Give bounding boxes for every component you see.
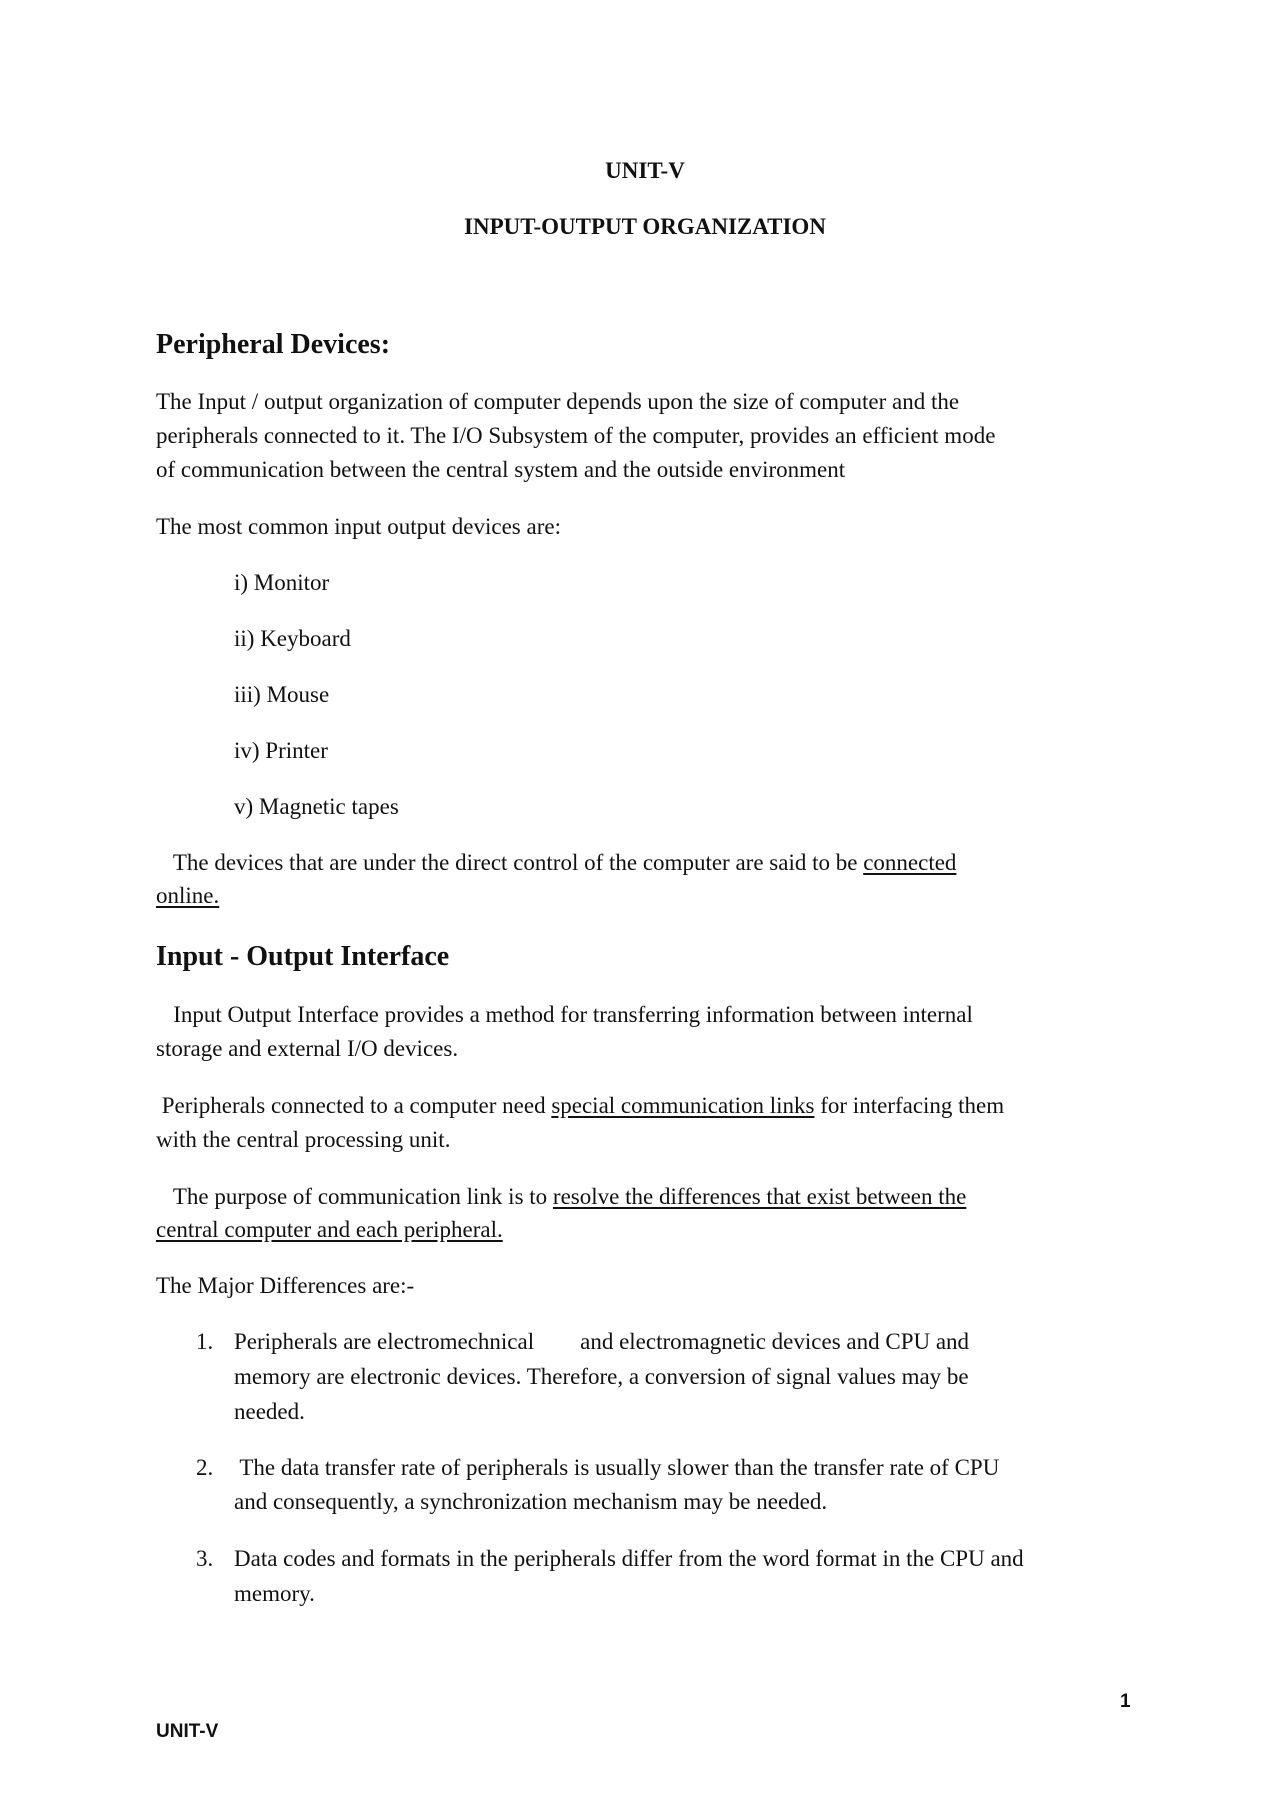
paragraph-line: peripherals connected to it. The I/O Subsystem of the computer, provides an efficient mode <box>156 423 996 448</box>
device-item: iv) Printer <box>234 738 328 763</box>
list-item-line: needed. <box>234 1399 305 1424</box>
text: Peripherals connected to a computer need <box>156 1093 552 1118</box>
differences-intro: The Major Differences are:- <box>156 1273 415 1298</box>
heading-io-interface: Input - Output Interface <box>156 941 450 972</box>
devices-intro: The most common input output devices are: <box>156 514 561 539</box>
list-number: 1. <box>196 1329 214 1354</box>
text: The purpose of communication link is to <box>156 1184 553 1209</box>
underlined-text: special communication links <box>551 1093 815 1118</box>
page-title: INPUT-OUTPUT ORGANIZATION <box>464 214 826 239</box>
list-item-line: and consequently, a synchronization mechanism may be needed. <box>234 1489 828 1514</box>
online-paragraph <box>156 849 956 877</box>
unit-label: UNIT-V <box>605 158 685 183</box>
paragraph-line <box>156 1183 966 1211</box>
list-number: 3. <box>196 1546 214 1571</box>
device-item: i) Monitor <box>234 570 330 595</box>
footer-unit-label: UNIT-V <box>156 1721 219 1742</box>
list-item-line: Data codes and formats in the peripherals differ from the word format in the CPU and <box>234 1546 1024 1571</box>
device-item: v) Magnetic tapes <box>234 794 399 819</box>
paragraph-line: of communication between the central system and the outside environment <box>156 457 846 482</box>
device-item: iii) Mouse <box>234 682 330 707</box>
underlined-text: online. <box>156 883 220 908</box>
underlined-text: resolve the differences that exist between the <box>552 1184 967 1209</box>
paragraph-line: The Input / output organization of computer depends upon the size of computer and the <box>156 389 960 414</box>
paragraph-line: with the central processing unit. <box>156 1127 451 1152</box>
paragraph-line <box>156 1092 1004 1120</box>
list-item-line: memory are electronic devices. Therefore, a conversion of signal values may be <box>234 1364 969 1389</box>
page-number: 1 <box>1120 1691 1131 1712</box>
paragraph-line: storage and external I/O devices. <box>156 1036 459 1061</box>
list-number: 2. <box>196 1455 214 1480</box>
heading-peripheral-devices: Peripheral Devices: <box>156 329 391 360</box>
paragraph-line: Input Output Interface provides a method for transferring information between internal <box>156 1002 973 1027</box>
text: for interfacing them <box>814 1093 1005 1118</box>
device-item: ii) Keyboard <box>234 626 351 651</box>
list-item-line: memory. <box>234 1581 315 1606</box>
text: The devices that are under the direct control of the computer are said to be <box>156 850 864 875</box>
underlined-text: central computer and each peripheral. <box>156 1217 503 1242</box>
list-item-line: Peripherals are electromechnical and electromagnetic devices and CPU and <box>234 1329 970 1354</box>
underlined-text: connected <box>863 850 957 875</box>
list-item-line: The data transfer rate of peripherals is usually slower than the transfer rate of CPU <box>234 1455 1000 1480</box>
